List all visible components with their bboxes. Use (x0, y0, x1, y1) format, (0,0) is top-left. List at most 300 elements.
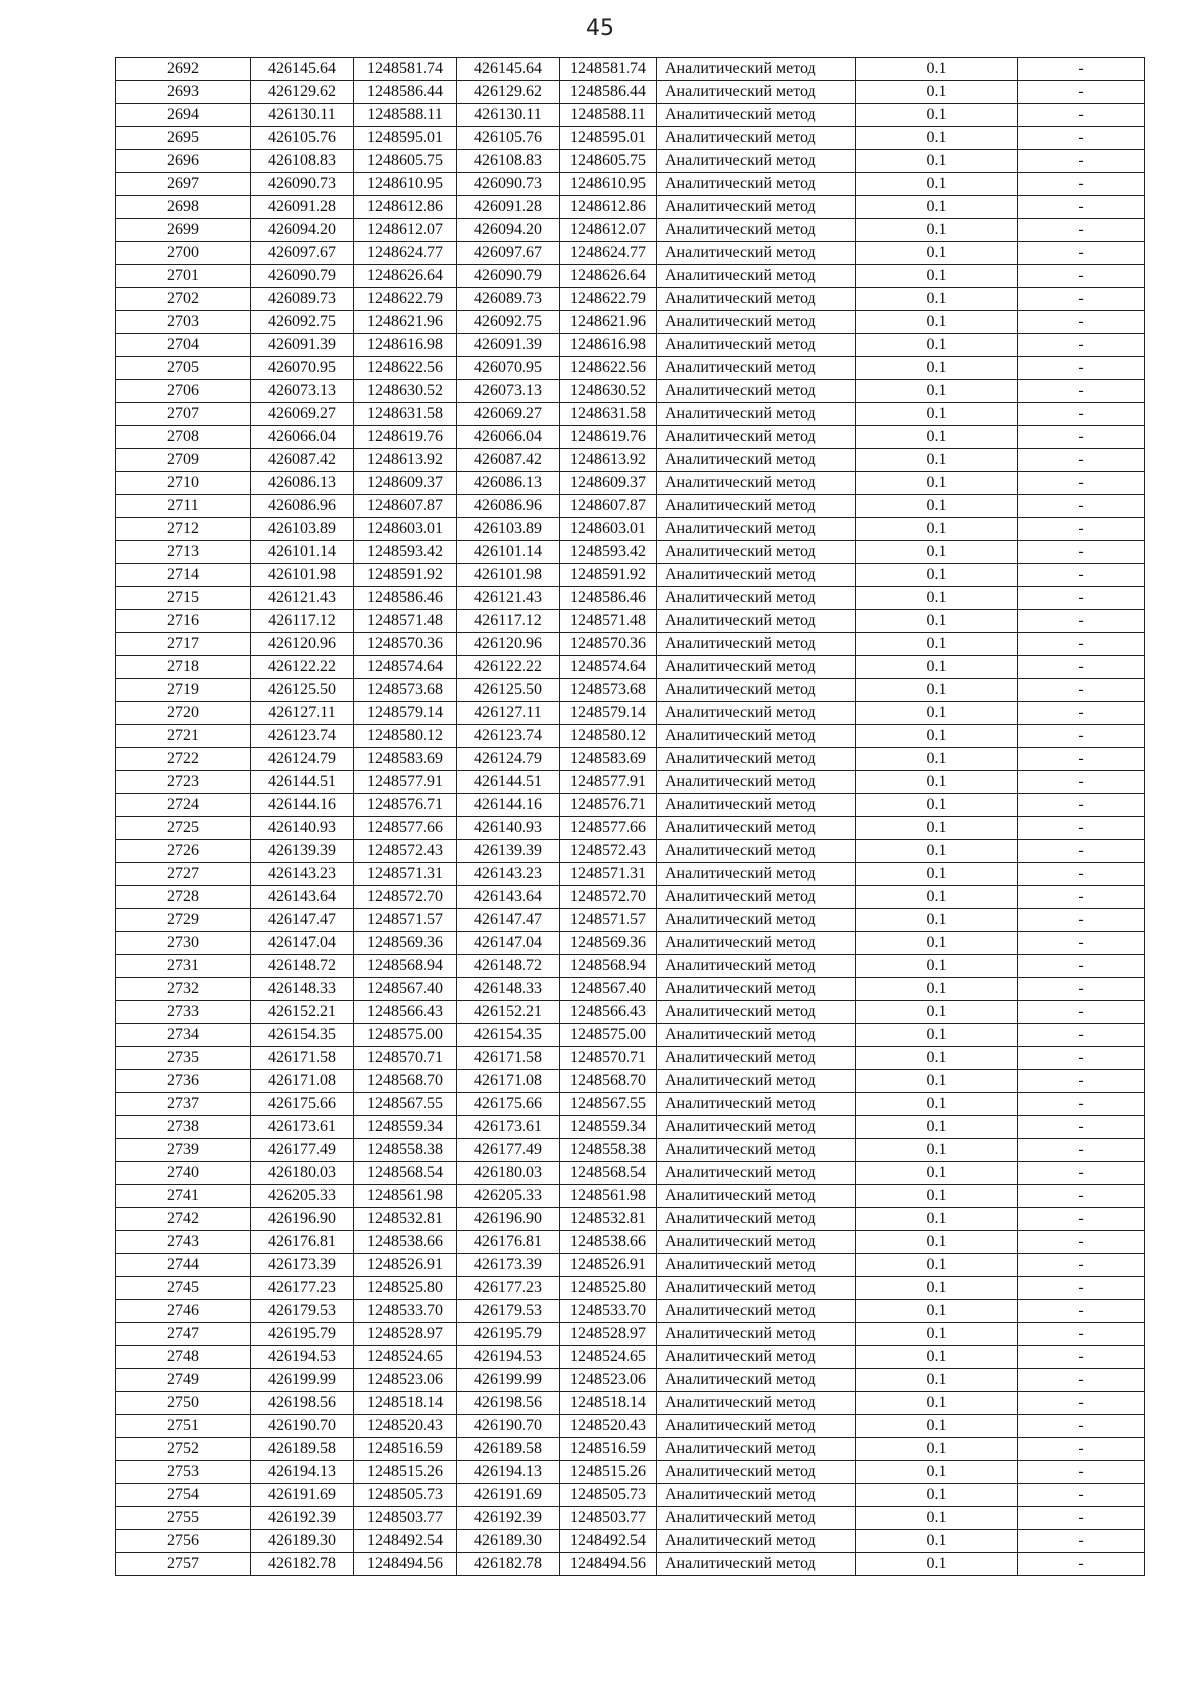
table-row (116, 1553, 1145, 1576)
y-coordinate-cell: 1248574.64 (560, 656, 657, 679)
x-coordinate-cell: 426179.53 (251, 1300, 354, 1323)
x-coordinate-cell: 426130.11 (457, 104, 560, 127)
method-cell: Аналитический метод (657, 1553, 856, 1576)
y-coordinate-cell: 1248561.98 (354, 1185, 457, 1208)
y-coordinate-cell: 1248570.36 (560, 633, 657, 656)
table-row (116, 1392, 1145, 1415)
x-coordinate-cell: 426103.89 (457, 518, 560, 541)
y-coordinate-cell: 1248612.07 (560, 219, 657, 242)
x-coordinate-cell: 426144.51 (251, 771, 354, 794)
description-cell: - (1018, 817, 1145, 840)
accuracy-cell: 0.1 (856, 610, 1018, 633)
table-row (116, 840, 1145, 863)
y-coordinate-cell: 1248558.38 (560, 1139, 657, 1162)
method-cell: Аналитический метод (657, 403, 856, 426)
y-coordinate-cell: 1248567.55 (354, 1093, 457, 1116)
x-coordinate-cell: 426179.53 (457, 1300, 560, 1323)
x-coordinate-cell: 426066.04 (457, 426, 560, 449)
point-number-cell: 2737 (116, 1093, 251, 1116)
description-cell: - (1018, 1208, 1145, 1231)
method-cell: Аналитический метод (657, 1507, 856, 1530)
x-coordinate-cell: 426180.03 (457, 1162, 560, 1185)
accuracy-cell: 0.1 (856, 1369, 1018, 1392)
description-cell: - (1018, 679, 1145, 702)
x-coordinate-cell: 426194.13 (457, 1461, 560, 1484)
point-number-cell: 2714 (116, 564, 251, 587)
y-coordinate-cell: 1248605.75 (354, 150, 457, 173)
x-coordinate-cell: 426091.39 (457, 334, 560, 357)
description-cell: - (1018, 1254, 1145, 1277)
x-coordinate-cell: 426105.76 (251, 127, 354, 150)
y-coordinate-cell: 1248532.81 (560, 1208, 657, 1231)
y-coordinate-cell: 1248619.76 (560, 426, 657, 449)
method-cell: Аналитический метод (657, 1369, 856, 1392)
x-coordinate-cell: 426175.66 (251, 1093, 354, 1116)
table-row (116, 1070, 1145, 1093)
x-coordinate-cell: 426094.20 (457, 219, 560, 242)
table-row (116, 1369, 1145, 1392)
y-coordinate-cell: 1248538.66 (354, 1231, 457, 1254)
table-row (116, 219, 1145, 242)
x-coordinate-cell: 426140.93 (457, 817, 560, 840)
x-coordinate-cell: 426091.28 (251, 196, 354, 219)
y-coordinate-cell: 1248580.12 (354, 725, 457, 748)
point-number-cell: 2733 (116, 1001, 251, 1024)
x-coordinate-cell: 426177.23 (457, 1277, 560, 1300)
y-coordinate-cell: 1248494.56 (560, 1553, 657, 1576)
y-coordinate-cell: 1248516.59 (560, 1438, 657, 1461)
method-cell: Аналитический метод (657, 518, 856, 541)
y-coordinate-cell: 1248533.70 (354, 1300, 457, 1323)
accuracy-cell: 0.1 (856, 656, 1018, 679)
y-coordinate-cell: 1248492.54 (354, 1530, 457, 1553)
y-coordinate-cell: 1248576.71 (560, 794, 657, 817)
accuracy-cell: 0.1 (856, 1001, 1018, 1024)
x-coordinate-cell: 426195.79 (457, 1323, 560, 1346)
point-number-cell: 2719 (116, 679, 251, 702)
description-cell: - (1018, 1461, 1145, 1484)
description-cell: - (1018, 886, 1145, 909)
y-coordinate-cell: 1248570.71 (354, 1047, 457, 1070)
accuracy-cell: 0.1 (856, 863, 1018, 886)
point-number-cell: 2728 (116, 886, 251, 909)
method-cell: Аналитический метод (657, 1392, 856, 1415)
method-cell: Аналитический метод (657, 702, 856, 725)
x-coordinate-cell: 426148.72 (457, 955, 560, 978)
x-coordinate-cell: 426139.39 (457, 840, 560, 863)
y-coordinate-cell: 1248593.42 (354, 541, 457, 564)
x-coordinate-cell: 426101.14 (457, 541, 560, 564)
accuracy-cell: 0.1 (856, 1461, 1018, 1484)
description-cell: - (1018, 1507, 1145, 1530)
table-row (116, 1162, 1145, 1185)
y-coordinate-cell: 1248591.92 (560, 564, 657, 587)
x-coordinate-cell: 426097.67 (457, 242, 560, 265)
x-coordinate-cell: 426176.81 (457, 1231, 560, 1254)
y-coordinate-cell: 1248573.68 (354, 679, 457, 702)
table-row (116, 1530, 1145, 1553)
table-row (116, 1047, 1145, 1070)
method-cell: Аналитический метод (657, 633, 856, 656)
y-coordinate-cell: 1248575.00 (354, 1024, 457, 1047)
x-coordinate-cell: 426101.98 (251, 564, 354, 587)
y-coordinate-cell: 1248613.92 (354, 449, 457, 472)
table-body (116, 58, 1145, 1576)
method-cell: Аналитический метод (657, 1185, 856, 1208)
method-cell: Аналитический метод (657, 817, 856, 840)
y-coordinate-cell: 1248607.87 (354, 495, 457, 518)
method-cell: Аналитический метод (657, 288, 856, 311)
accuracy-cell: 0.1 (856, 932, 1018, 955)
x-coordinate-cell: 426086.13 (251, 472, 354, 495)
x-coordinate-cell: 426144.16 (251, 794, 354, 817)
x-coordinate-cell: 426199.99 (251, 1369, 354, 1392)
y-coordinate-cell: 1248561.98 (560, 1185, 657, 1208)
point-number-cell: 2699 (116, 219, 251, 242)
y-coordinate-cell: 1248524.65 (354, 1346, 457, 1369)
x-coordinate-cell: 426175.66 (457, 1093, 560, 1116)
table-row (116, 449, 1145, 472)
y-coordinate-cell: 1248567.40 (560, 978, 657, 1001)
x-coordinate-cell: 426182.78 (251, 1553, 354, 1576)
x-coordinate-cell: 426139.39 (251, 840, 354, 863)
accuracy-cell: 0.1 (856, 265, 1018, 288)
y-coordinate-cell: 1248503.77 (560, 1507, 657, 1530)
accuracy-cell: 0.1 (856, 748, 1018, 771)
x-coordinate-cell: 426145.64 (457, 58, 560, 81)
y-coordinate-cell: 1248622.56 (354, 357, 457, 380)
y-coordinate-cell: 1248571.31 (560, 863, 657, 886)
method-cell: Аналитический метод (657, 127, 856, 150)
y-coordinate-cell: 1248568.94 (560, 955, 657, 978)
table-row (116, 58, 1145, 81)
accuracy-cell: 0.1 (856, 1415, 1018, 1438)
x-coordinate-cell: 426069.27 (457, 403, 560, 426)
description-cell: - (1018, 863, 1145, 886)
accuracy-cell: 0.1 (856, 357, 1018, 380)
description-cell: - (1018, 127, 1145, 150)
point-number-cell: 2698 (116, 196, 251, 219)
accuracy-cell: 0.1 (856, 886, 1018, 909)
accuracy-cell: 0.1 (856, 1392, 1018, 1415)
method-cell: Аналитический метод (657, 1254, 856, 1277)
accuracy-cell: 0.1 (856, 1162, 1018, 1185)
method-cell: Аналитический метод (657, 1001, 856, 1024)
method-cell: Аналитический метод (657, 334, 856, 357)
y-coordinate-cell: 1248567.55 (560, 1093, 657, 1116)
y-coordinate-cell: 1248577.91 (354, 771, 457, 794)
y-coordinate-cell: 1248621.96 (354, 311, 457, 334)
description-cell: - (1018, 1139, 1145, 1162)
x-coordinate-cell: 426147.47 (457, 909, 560, 932)
x-coordinate-cell: 426143.23 (457, 863, 560, 886)
method-cell: Аналитический метод (657, 840, 856, 863)
table-row (116, 334, 1145, 357)
x-coordinate-cell: 426086.96 (251, 495, 354, 518)
description-cell: - (1018, 748, 1145, 771)
accuracy-cell: 0.1 (856, 288, 1018, 311)
x-coordinate-cell: 426140.93 (251, 817, 354, 840)
y-coordinate-cell: 1248559.34 (560, 1116, 657, 1139)
x-coordinate-cell: 426073.13 (457, 380, 560, 403)
point-number-cell: 2697 (116, 173, 251, 196)
method-cell: Аналитический метод (657, 58, 856, 81)
x-coordinate-cell: 426173.61 (457, 1116, 560, 1139)
point-number-cell: 2756 (116, 1530, 251, 1553)
x-coordinate-cell: 426176.81 (251, 1231, 354, 1254)
table-row (116, 1461, 1145, 1484)
accuracy-cell: 0.1 (856, 978, 1018, 1001)
method-cell: Аналитический метод (657, 1093, 856, 1116)
method-cell: Аналитический метод (657, 1484, 856, 1507)
point-number-cell: 2755 (116, 1507, 251, 1530)
x-coordinate-cell: 426120.96 (251, 633, 354, 656)
x-coordinate-cell: 426090.73 (457, 173, 560, 196)
y-coordinate-cell: 1248576.71 (354, 794, 457, 817)
x-coordinate-cell: 426130.11 (251, 104, 354, 127)
y-coordinate-cell: 1248586.44 (560, 81, 657, 104)
method-cell: Аналитический метод (657, 1461, 856, 1484)
accuracy-cell: 0.1 (856, 58, 1018, 81)
method-cell: Аналитический метод (657, 955, 856, 978)
point-number-cell: 2703 (116, 311, 251, 334)
accuracy-cell: 0.1 (856, 702, 1018, 725)
point-number-cell: 2749 (116, 1369, 251, 1392)
point-number-cell: 2694 (116, 104, 251, 127)
point-number-cell: 2716 (116, 610, 251, 633)
point-number-cell: 2738 (116, 1116, 251, 1139)
method-cell: Аналитический метод (657, 587, 856, 610)
x-coordinate-cell: 426171.08 (457, 1070, 560, 1093)
table-row (116, 1231, 1145, 1254)
accuracy-cell: 0.1 (856, 219, 1018, 242)
y-coordinate-cell: 1248595.01 (560, 127, 657, 150)
method-cell: Аналитический метод (657, 150, 856, 173)
x-coordinate-cell: 426127.11 (457, 702, 560, 725)
accuracy-cell: 0.1 (856, 1231, 1018, 1254)
x-coordinate-cell: 426180.03 (251, 1162, 354, 1185)
y-coordinate-cell: 1248518.14 (354, 1392, 457, 1415)
description-cell: - (1018, 1369, 1145, 1392)
table-row (116, 886, 1145, 909)
y-coordinate-cell: 1248586.44 (354, 81, 457, 104)
x-coordinate-cell: 426195.79 (251, 1323, 354, 1346)
y-coordinate-cell: 1248571.57 (354, 909, 457, 932)
description-cell: - (1018, 955, 1145, 978)
accuracy-cell: 0.1 (856, 1553, 1018, 1576)
x-coordinate-cell: 426189.30 (251, 1530, 354, 1553)
description-cell: - (1018, 104, 1145, 127)
y-coordinate-cell: 1248568.54 (560, 1162, 657, 1185)
accuracy-cell: 0.1 (856, 1438, 1018, 1461)
accuracy-cell: 0.1 (856, 1507, 1018, 1530)
y-coordinate-cell: 1248605.75 (560, 150, 657, 173)
method-cell: Аналитический метод (657, 311, 856, 334)
y-coordinate-cell: 1248538.66 (560, 1231, 657, 1254)
y-coordinate-cell: 1248569.36 (560, 932, 657, 955)
method-cell: Аналитический метод (657, 219, 856, 242)
point-number-cell: 2725 (116, 817, 251, 840)
x-coordinate-cell: 426086.96 (457, 495, 560, 518)
y-coordinate-cell: 1248505.73 (354, 1484, 457, 1507)
x-coordinate-cell: 426177.23 (251, 1277, 354, 1300)
y-coordinate-cell: 1248591.92 (354, 564, 457, 587)
accuracy-cell: 0.1 (856, 679, 1018, 702)
y-coordinate-cell: 1248624.77 (560, 242, 657, 265)
x-coordinate-cell: 426090.73 (251, 173, 354, 196)
table-row (116, 1208, 1145, 1231)
y-coordinate-cell: 1248609.37 (560, 472, 657, 495)
description-cell: - (1018, 1093, 1145, 1116)
y-coordinate-cell: 1248515.26 (560, 1461, 657, 1484)
table-row (116, 150, 1145, 173)
method-cell: Аналитический метод (657, 679, 856, 702)
method-cell: Аналитический метод (657, 449, 856, 472)
accuracy-cell: 0.1 (856, 104, 1018, 127)
y-coordinate-cell: 1248607.87 (560, 495, 657, 518)
method-cell: Аналитический метод (657, 886, 856, 909)
x-coordinate-cell: 426171.08 (251, 1070, 354, 1093)
x-coordinate-cell: 426173.61 (251, 1116, 354, 1139)
description-cell: - (1018, 449, 1145, 472)
point-number-cell: 2707 (116, 403, 251, 426)
y-coordinate-cell: 1248610.95 (354, 173, 457, 196)
y-coordinate-cell: 1248595.01 (354, 127, 457, 150)
accuracy-cell: 0.1 (856, 564, 1018, 587)
point-number-cell: 2744 (116, 1254, 251, 1277)
point-number-cell: 2742 (116, 1208, 251, 1231)
description-cell: - (1018, 1277, 1145, 1300)
point-number-cell: 2748 (116, 1346, 251, 1369)
y-coordinate-cell: 1248528.97 (354, 1323, 457, 1346)
y-coordinate-cell: 1248492.54 (560, 1530, 657, 1553)
y-coordinate-cell: 1248579.14 (560, 702, 657, 725)
x-coordinate-cell: 426129.62 (457, 81, 560, 104)
point-number-cell: 2734 (116, 1024, 251, 1047)
y-coordinate-cell: 1248571.48 (354, 610, 457, 633)
table-row (116, 1093, 1145, 1116)
point-number-cell: 2709 (116, 449, 251, 472)
x-coordinate-cell: 426087.42 (251, 449, 354, 472)
method-cell: Аналитический метод (657, 357, 856, 380)
x-coordinate-cell: 426147.47 (251, 909, 354, 932)
accuracy-cell: 0.1 (856, 633, 1018, 656)
y-coordinate-cell: 1248622.56 (560, 357, 657, 380)
table-row (116, 472, 1145, 495)
point-number-cell: 2740 (116, 1162, 251, 1185)
accuracy-cell: 0.1 (856, 1047, 1018, 1070)
y-coordinate-cell: 1248581.74 (560, 58, 657, 81)
table-row (116, 909, 1145, 932)
y-coordinate-cell: 1248613.92 (560, 449, 657, 472)
accuracy-cell: 0.1 (856, 1208, 1018, 1231)
accuracy-cell: 0.1 (856, 334, 1018, 357)
description-cell: - (1018, 288, 1145, 311)
x-coordinate-cell: 426129.62 (251, 81, 354, 104)
x-coordinate-cell: 426147.04 (251, 932, 354, 955)
y-coordinate-cell: 1248505.73 (560, 1484, 657, 1507)
point-number-cell: 2693 (116, 81, 251, 104)
y-coordinate-cell: 1248588.11 (354, 104, 457, 127)
method-cell: Аналитический метод (657, 1346, 856, 1369)
description-cell: - (1018, 564, 1145, 587)
point-number-cell: 2705 (116, 357, 251, 380)
description-cell: - (1018, 587, 1145, 610)
y-coordinate-cell: 1248573.68 (560, 679, 657, 702)
description-cell: - (1018, 1530, 1145, 1553)
x-coordinate-cell: 426191.69 (251, 1484, 354, 1507)
x-coordinate-cell: 426094.20 (251, 219, 354, 242)
description-cell: - (1018, 541, 1145, 564)
x-coordinate-cell: 426177.49 (251, 1139, 354, 1162)
point-number-cell: 2718 (116, 656, 251, 679)
point-number-cell: 2713 (116, 541, 251, 564)
y-coordinate-cell: 1248619.76 (354, 426, 457, 449)
y-coordinate-cell: 1248616.98 (560, 334, 657, 357)
point-number-cell: 2700 (116, 242, 251, 265)
x-coordinate-cell: 426173.39 (251, 1254, 354, 1277)
y-coordinate-cell: 1248577.66 (560, 817, 657, 840)
table-row (116, 311, 1145, 334)
method-cell: Аналитический метод (657, 978, 856, 1001)
x-coordinate-cell: 426196.90 (457, 1208, 560, 1231)
table-row (116, 1116, 1145, 1139)
method-cell: Аналитический метод (657, 909, 856, 932)
description-cell: - (1018, 610, 1145, 633)
x-coordinate-cell: 426191.69 (457, 1484, 560, 1507)
accuracy-cell: 0.1 (856, 1484, 1018, 1507)
point-number-cell: 2739 (116, 1139, 251, 1162)
y-coordinate-cell: 1248533.70 (560, 1300, 657, 1323)
point-number-cell: 2711 (116, 495, 251, 518)
y-coordinate-cell: 1248572.70 (560, 886, 657, 909)
x-coordinate-cell: 426073.13 (251, 380, 354, 403)
y-coordinate-cell: 1248559.34 (354, 1116, 457, 1139)
method-cell: Аналитический метод (657, 81, 856, 104)
table-row (116, 679, 1145, 702)
accuracy-cell: 0.1 (856, 127, 1018, 150)
table-row (116, 587, 1145, 610)
table-row (116, 817, 1145, 840)
x-coordinate-cell: 426101.98 (457, 564, 560, 587)
point-number-cell: 2746 (116, 1300, 251, 1323)
description-cell: - (1018, 932, 1145, 955)
table-row (116, 1415, 1145, 1438)
point-number-cell: 2732 (116, 978, 251, 1001)
point-number-cell: 2712 (116, 518, 251, 541)
x-coordinate-cell: 426123.74 (457, 725, 560, 748)
accuracy-cell: 0.1 (856, 196, 1018, 219)
table-row (116, 1507, 1145, 1530)
y-coordinate-cell: 1248624.77 (354, 242, 457, 265)
description-cell: - (1018, 1415, 1145, 1438)
description-cell: - (1018, 1231, 1145, 1254)
point-number-cell: 2736 (116, 1070, 251, 1093)
point-number-cell: 2747 (116, 1323, 251, 1346)
x-coordinate-cell: 426171.58 (457, 1047, 560, 1070)
method-cell: Аналитический метод (657, 541, 856, 564)
point-number-cell: 2701 (116, 265, 251, 288)
x-coordinate-cell: 426154.35 (251, 1024, 354, 1047)
description-cell: - (1018, 702, 1145, 725)
y-coordinate-cell: 1248515.26 (354, 1461, 457, 1484)
y-coordinate-cell: 1248532.81 (354, 1208, 457, 1231)
x-coordinate-cell: 426066.04 (251, 426, 354, 449)
table-row (116, 748, 1145, 771)
accuracy-cell: 0.1 (856, 725, 1018, 748)
table-row (116, 127, 1145, 150)
method-cell: Аналитический метод (657, 1116, 856, 1139)
